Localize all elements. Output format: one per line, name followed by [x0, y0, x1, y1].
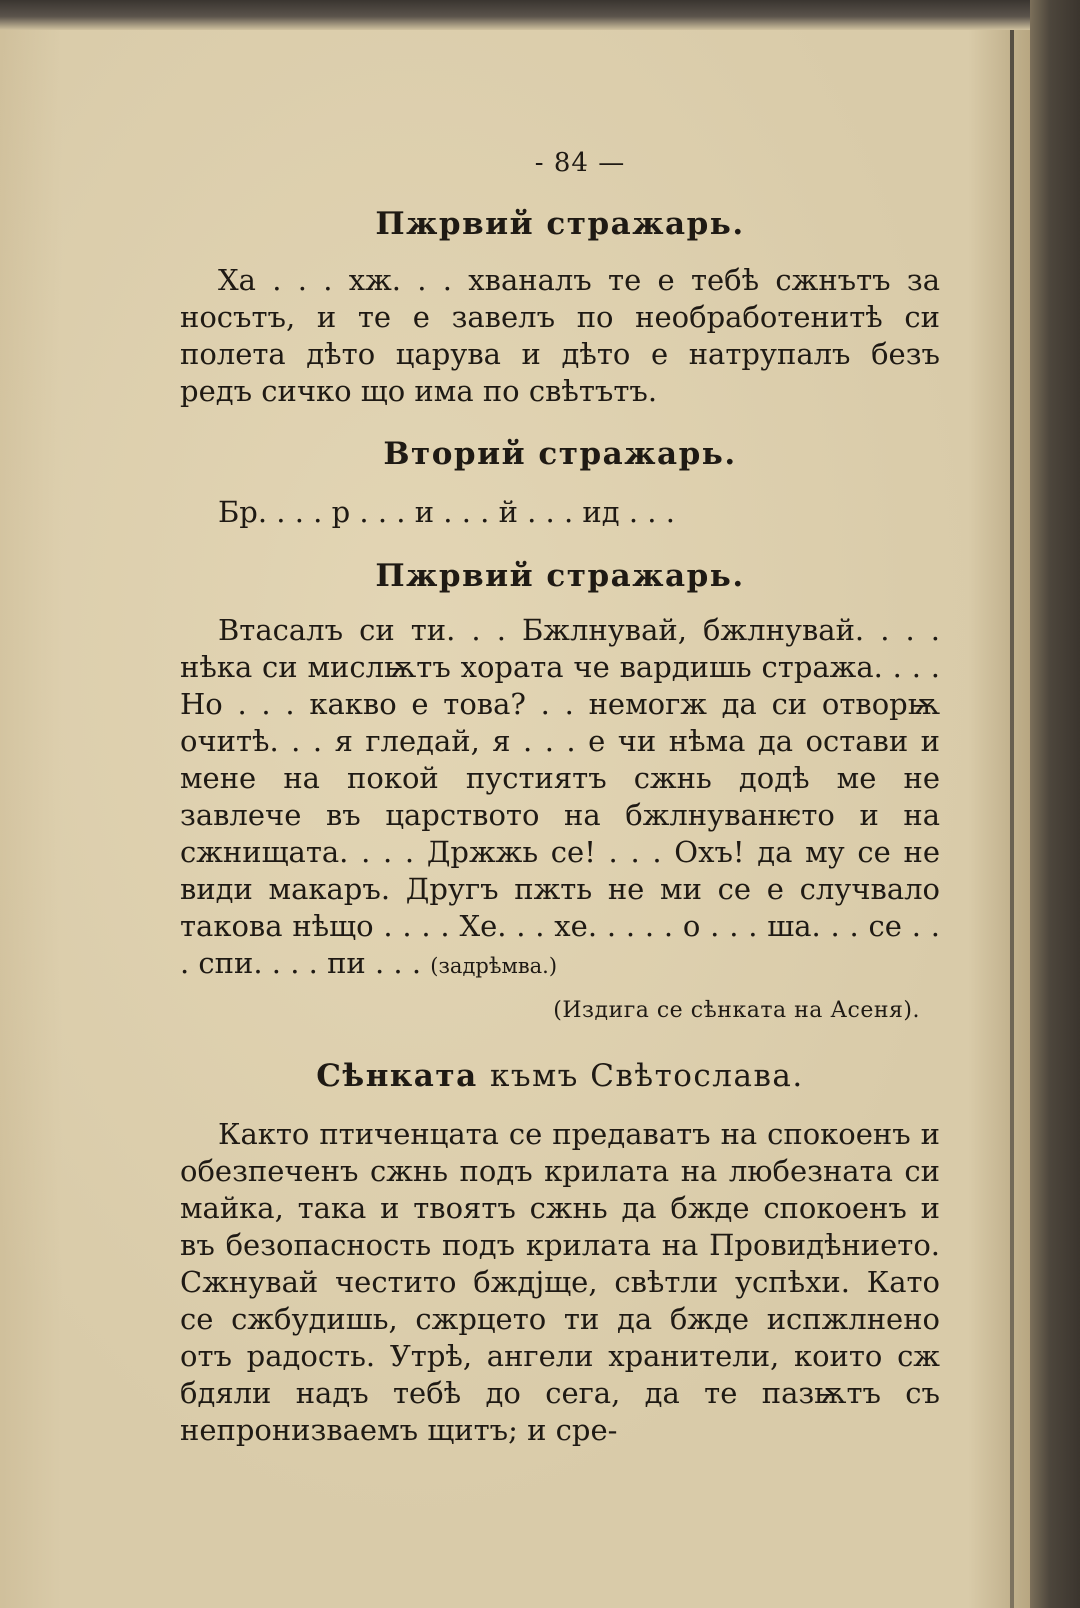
speaker-heading-second-guard: Вторий стражарь. — [383, 436, 737, 472]
stage-direction: (Издига се сѣнката на Асеня). — [553, 998, 920, 1023]
dialogue-first-guard-2: Втасалъ си ти. . . Бжлнувай, бжлнувай. . . . нѣка си мислѭтъ хората че вардишь стража. . . . Но . . . какво е това? . . немогж да си отворѭ очитѣ. . . я гледай, я . . . е чи нѣма да остави и мене на покой пустиятъ сжнь додѣ ме не завлече въ царството на бжлнуванѥто и на сжнищата. . . . Држжь се! . . . Охъ! да му се не види макаръ. Другъ пжть не ми се е случвало такова нѣщо . . . . Хе. . . хе. . . . . о . . . ша. . . се . . . спи. . . . пи . . . (задрѣмва.) — [180, 613, 940, 980]
speaker-heading-first-guard-again: Пжрвий стражарь. — [375, 558, 745, 594]
page-top-shadow — [0, 0, 1030, 30]
book-binding-edge — [1030, 0, 1080, 1608]
dialogue-shadow: Както птиченцата се предаватъ на спокоенъ и обезпеченъ сжнь подъ крилата на любезната си майка, така и твоятъ сжнь да бжде спокоенъ и въ безопасность подъ крилата на Провидѣнието. Сжнувай честито бждjще, свѣтли успѣхи. Като се сжбудишь, сжрцето ти да бжде испжлнено отъ радость. Утрѣ, ангели хранители, които сж бдяли надъ тебѣ до сега, да те пазѭтъ съ непронизваемъ щитъ; и сре- — [180, 1117, 940, 1447]
speaker-heading-first-guard: Пжрвий стражарь. — [375, 206, 745, 242]
page-edge-line — [1010, 30, 1014, 1608]
stage-note-dozes: (задрѣмва.) — [430, 954, 558, 978]
dialogue-second-guard: Бр. . . . р . . . и . . . й . . . ид . . . — [218, 495, 675, 529]
speaker-shadow-bold: Сѣнката — [316, 1058, 478, 1094]
speaker-heading-shadow — [180, 1058, 940, 1094]
dialogue-first-guard-1: Ха . . . хж. . . хваналъ те е тебѣ сжнътъ за носътъ, и те е завелъ по необработенитѣ си полета дѣто царува и дѣто е натрупалъ безъ редъ сичко що има по свѣтътъ. — [180, 263, 940, 408]
speaker-shadow-rest: къмъ Свѣтослава. — [489, 1058, 804, 1094]
page-number: - 84 — — [534, 148, 626, 178]
